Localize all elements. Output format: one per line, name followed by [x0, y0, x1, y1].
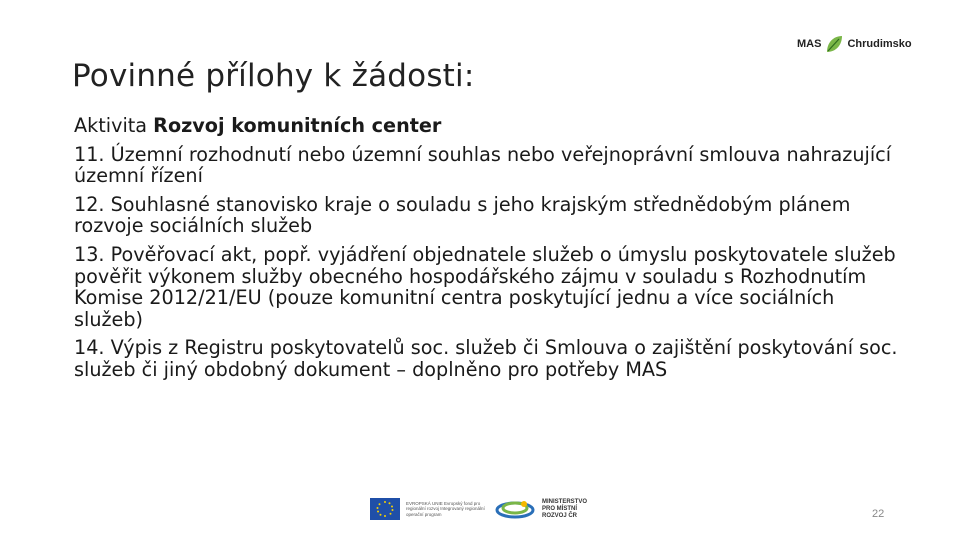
list-item-12: 12. Souhlasné stanovisko kraje o souladu s jeho krajským střednědobým plánem rozvoje sociálních služeb	[74, 192, 851, 238]
leaf-icon	[823, 33, 845, 55]
list-item-11: 11. Územní rozhodnutí nebo územní souhlas nebo veřejnoprávní smlouva nahrazující územní řízení	[74, 142, 892, 188]
footer-logos	[370, 494, 592, 524]
logo-text-mas: MAS	[797, 38, 822, 50]
ministry-swirl-icon	[494, 498, 536, 520]
page-number: 22	[872, 508, 885, 520]
intro-activity-name: Rozvoj komunitních center	[153, 114, 442, 137]
eu-program-text: EVROPSKÁ UNIE Evropský fond pro regionální rozvoj Integrovaný regionální operační program	[406, 500, 485, 517]
intro-prefix: Aktivita	[74, 114, 154, 137]
slide-content	[74, 115, 904, 388]
logo-text-chrudimsko: Chrudimsko	[847, 38, 912, 50]
list-item-14: 14. Výpis z Registru poskytovatelů soc. služeb či Smlouva o zajištění poskytování soc. služeb či jiný obdobný dokument – doplněno pro potřeby MAS	[74, 336, 898, 381]
ministry-text: MINISTERSTVO PRO MÍSTNÍ ROZVOJ ČR	[542, 498, 588, 519]
slide-title: Povinné přílohy k žádosti:	[72, 58, 475, 94]
intro-line	[74, 115, 904, 137]
mas-logo	[797, 30, 912, 58]
list-item-13: 13. Pověřovací akt, popř. vyjádření objednatele služeb o úmyslu poskytovatele služeb pověřit výkonem služby obecného hospodářského zájmu v souladu s Rozhodnutím Komise 2012/21/EU (pouze komunitní centra poskytující jednu a více sociálních služeb)	[74, 242, 896, 331]
eu-flag-icon	[370, 498, 400, 520]
